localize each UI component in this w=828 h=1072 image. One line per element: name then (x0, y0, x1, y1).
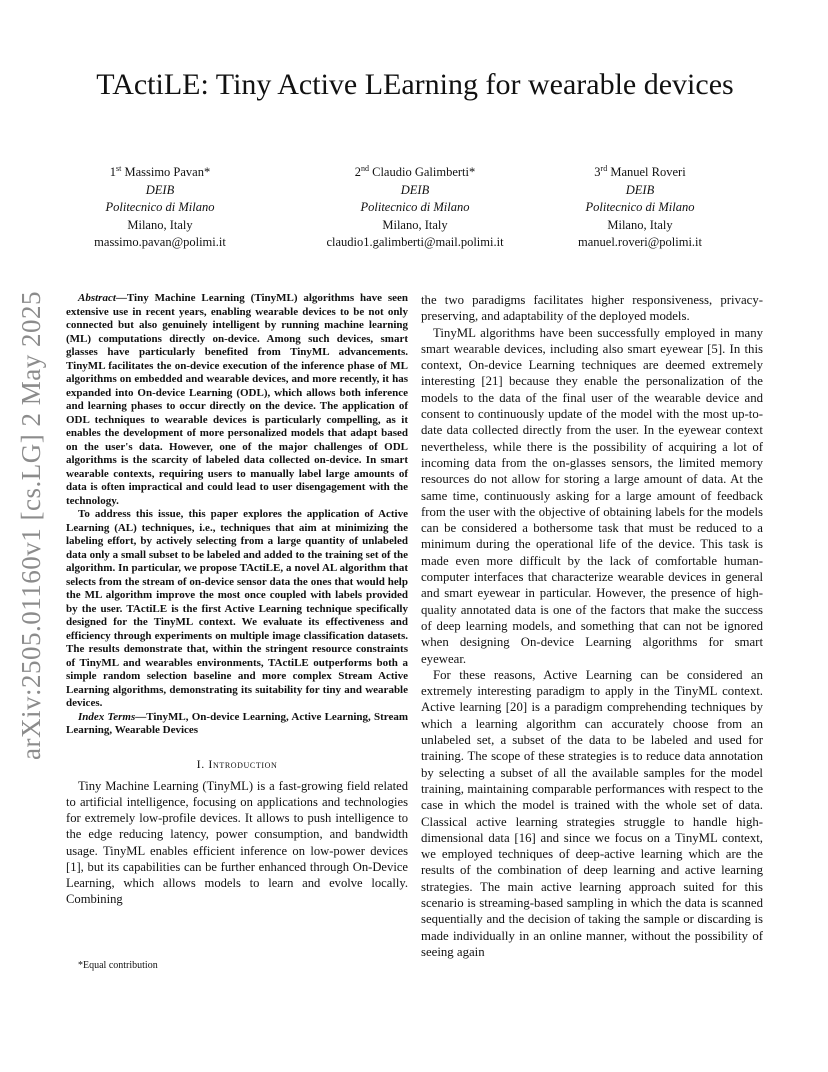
author-ordinal: 2 (354, 165, 361, 180)
section-heading: I. Introduction (196, 756, 278, 771)
author-ordinal-suffix: rd (600, 164, 608, 173)
author-dept: DEIB (145, 182, 175, 197)
intro-paragraph-continued: the two paradigms facilitates higher responsiveness, privacy-preserving, and adaptability of the deployed models. (421, 293, 763, 324)
author-institution: Politecnico di Milano (585, 200, 695, 215)
intro-paragraph-2: TinyML algorithms have been successfully employed in many smart wearable devices, including also smart eyewear [5]. In this context, On-device Learning techniques are deemed extremely interesting [21] because they enable the personalization of the models to the data of the final user of the wearable device and consent to continuously update of the model with the most up-to-date data collected directly from the user. In the eyewear context nevertheless, while there is the possibility of acquiring a lot of incoming data from the on-glasses sensors, the limited memory resources do not allow for storing a large amount of data. At the same time, continuously asking for a large amount of feedback from the user with the objective of obtaining labels for the models can be considered a bothersome task that must be reduced to a minimum during the operational life of the device. This task is made even more difficult by the lack of comfortable human-computer interfaces that characterize wearable devices in general and smart eyewear in particular. However, the presence of high-quality annotated data is one of the factors that make the success of deep learning models, and something that can not be ignored when designing On-device Learning algorithms for smart eyewear. (421, 325, 763, 666)
author-location: Milano, Italy (382, 217, 448, 232)
arxiv-identifier[interactable]: arXiv:2505.01160v1 [cs.LG] 2 May 2025 (15, 290, 46, 760)
author-location: Milano, Italy (607, 217, 673, 232)
left-column (66, 292, 408, 907)
paper-title: TActiLE: Tiny Active LEarning for wearable devices (96, 68, 734, 101)
author-dept: DEIB (400, 182, 430, 197)
intro-paragraph-3: For these reasons, Active Learning can be considered an extremely interesting paradigm to apply in the TinyML context. Active learning [20] is a paradigm comprehending techniques by which a learning algorithm can accurately choose from an unlabeled set, a subset of the data to be labeled and used for training. The scope of these strategies is to reduce data annotation by selecting a subset of all the available samples for the model training, maintaining comparable performances with respect to the case in which the model is trained with the whole set of data. Classical active learning strategies struggle to handle high-dimensional data [16] and since we focus on a TinyML context, we employed techniques of deep-active learning which are the results of the combination of deep learning and active learning strategies. The main active learning approach suited for this scenario is streaming-based sampling in which the data is scanned sequentially and the decision of taking the sample or discarding is made individually in an online manner, without the possibility of seeing again (421, 667, 763, 959)
author-email[interactable]: massimo.pavan@polimi.it (94, 235, 226, 250)
index-terms-lead: Index Terms (78, 710, 136, 723)
author-institution: Politecnico di Milano (105, 200, 215, 215)
author-email[interactable]: claudio1.galimberti@mail.polimi.it (326, 235, 504, 250)
intro-paragraph-1: Tiny Machine Learning (TinyML) is a fast-growing field related to artificial intelligence, focusing on applications and technologies for extremely low-profile devices. It allows to push intelligence to the edge reducing latency, power consumption, and bandwidth usage. TinyML enables efficient inference on low-power devices [1], but its capabilities can be further enhanced through On-Device Learning, which allows models to learn and evolve locally. Combining (66, 778, 408, 907)
arxiv-stamp (6, 285, 56, 765)
author-dept: DEIB (625, 182, 655, 197)
author-ordinal: 3 (594, 165, 601, 180)
author-location: Milano, Italy (127, 217, 193, 232)
footnote: *Equal contribution (78, 960, 158, 971)
author-block (60, 160, 770, 250)
author-name: Manuel Roveri (610, 165, 686, 180)
author-1 (40, 160, 280, 252)
abstract (66, 292, 408, 508)
index-terms-text: —TinyML, On-device Learning, Active Learning, Stream Learning, Wearable Devices (66, 710, 408, 736)
right-column (421, 292, 763, 960)
author-2 (295, 160, 535, 252)
abstract-paragraph-2: To address this issue, this paper explores the application of Active Learning (AL) techniques, i.e., techniques that aim at minimizing the labeling effort, by actively selecting from a large quantity of unlabeled data only a small subset to be labeled and added to the training set of the algorithm. In particular, we propose TActiLE, a novel AL algorithm that selects from the stream of on-device sensor data the ones that would help the ML algorithm improve the most once coupled with labels provided by the user. TActiLE is the first Active Learning technique specifically designed for the TinyML context. We evaluate its effectiveness and efficiency through experiments on multiple image classification datasets. The results demonstrate that, within the stringent resource constraints of TinyML and wearables environments, TActiLE outperforms both a simple random selection baseline and more complex Stream Active Learning algorithms, demonstrating its suitability for tiny and wearable devices. (66, 508, 408, 709)
author-institution: Politecnico di Milano (360, 200, 470, 215)
author-3 (520, 160, 760, 252)
author-email[interactable]: manuel.roveri@polimi.it (578, 235, 702, 250)
index-terms (66, 711, 408, 738)
author-ordinal-suffix: st (116, 164, 122, 173)
author-name: Claudio Galimberti* (372, 165, 476, 180)
author-ordinal-suffix: nd (361, 164, 369, 173)
author-ordinal: 1 (109, 165, 116, 180)
author-name: Massimo Pavan* (124, 165, 211, 180)
abstract-text: —Tiny Machine Learning (TinyML) algorithms have seen extensive use in recent years, enabling wearable devices to be not only connected but also genuinely intelligent by running machine learning (ML) computations directly on-device. Among such devices, smart glasses have particularly benefited from TinyML advancements. TinyML facilitates the on-device execution of the inference phase of ML algorithms on embedded and wearable devices, and more recently, it has expanded into On-device Learning (ODL), which allows both inference and learning phases to occur directly on the device. The application of ODL techniques to wearable devices is particularly compelling, as it enables the development of more personalized models that adapt based on the user's data. However, one of the major challenges of ODL algorithms is the scarcity of labeled data collected on-device. In smart wearable contexts, requiring users to manually label large amounts of data is often impractical and could lead to user disengagement with the technology. (66, 292, 408, 507)
abstract-lead: Abstract (78, 292, 116, 304)
